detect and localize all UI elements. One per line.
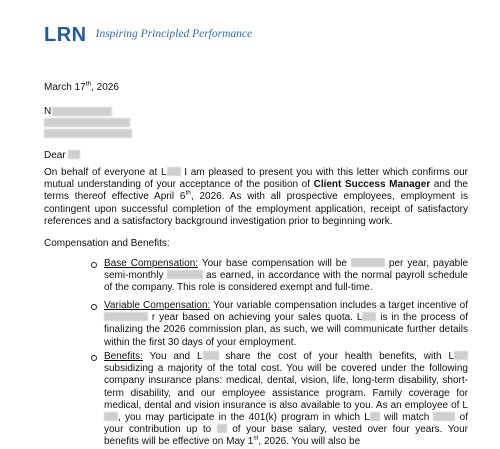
redacted-salary (351, 258, 385, 267)
redacted-company (370, 412, 380, 421)
list-item-variable-compensation: Variable Compensation: Your variable compensation includes a target incentive of r year based on achieving your sales quota. L is in the process of finalizing the 2026 commission plan, as such, we will communicate further details within the first 30 days of your employment. (104, 300, 468, 348)
redacted-company (203, 351, 219, 360)
bullet-icon (91, 355, 97, 361)
company-logo (44, 22, 252, 48)
bullet-icon (91, 304, 97, 310)
recipient-name: N (44, 106, 52, 117)
redacted-salutation-name (68, 150, 80, 159)
bullet-icon (91, 262, 97, 268)
redacted-company (104, 412, 118, 421)
intro-paragraph: On behalf of everyone at L I am pleased to present you with this letter which confirms our mutual understanding of your acceptance of the position of Client Success Manager and the terms thereof effective April 6th, 2026. As with all prospective employees, employment is contingent upon successful completion of the employment application, receipt of satisfactory references and a satisfactory background investigation prior to beginning work. (44, 167, 468, 227)
redacted-cap-percent (217, 424, 227, 433)
logo-mark: LRN (44, 24, 87, 46)
list-item-benefits: Benefits: You and L share the cost of your health benefits, with L subsidizing a majority of the total cost. You will be covered under the following company insurance plans: medical, dental, vision, life, long-term disability, short-term disability, and our employee assistance program. Family coverage for medical, dental and vision insurance is also available to you. As an employee of L, you may participate in the 401(k) program in which L will match of your contribution up to of your base salary, vested over four years. Your benefits will be effective on May 1st, 2026. You will also be (104, 351, 468, 448)
redacted-address-line-1 (44, 118, 130, 127)
redacted-company (362, 312, 376, 321)
redacted-amount (167, 270, 203, 279)
salutation: Dear (44, 150, 80, 162)
redacted-company (454, 351, 468, 360)
redacted-incentive (104, 312, 148, 321)
redacted-name (52, 107, 112, 116)
redacted-company (167, 167, 181, 176)
logo-tagline: Inspiring Principled Performance (95, 28, 253, 41)
redacted-address-line-2 (44, 129, 132, 138)
redacted-match-percent (433, 412, 455, 421)
list-item-base-compensation: Base Compensation: Your base compensation will be per year, payable semi-monthly as earned, in accordance with the normal payroll schedule of the company. This role is considered exempt and full-time. (104, 258, 469, 294)
section-heading: Compensation and Benefits: (44, 238, 170, 249)
letter-date: March 17th, 2026 (44, 80, 119, 93)
position-title: Client Success Manager (313, 179, 431, 191)
